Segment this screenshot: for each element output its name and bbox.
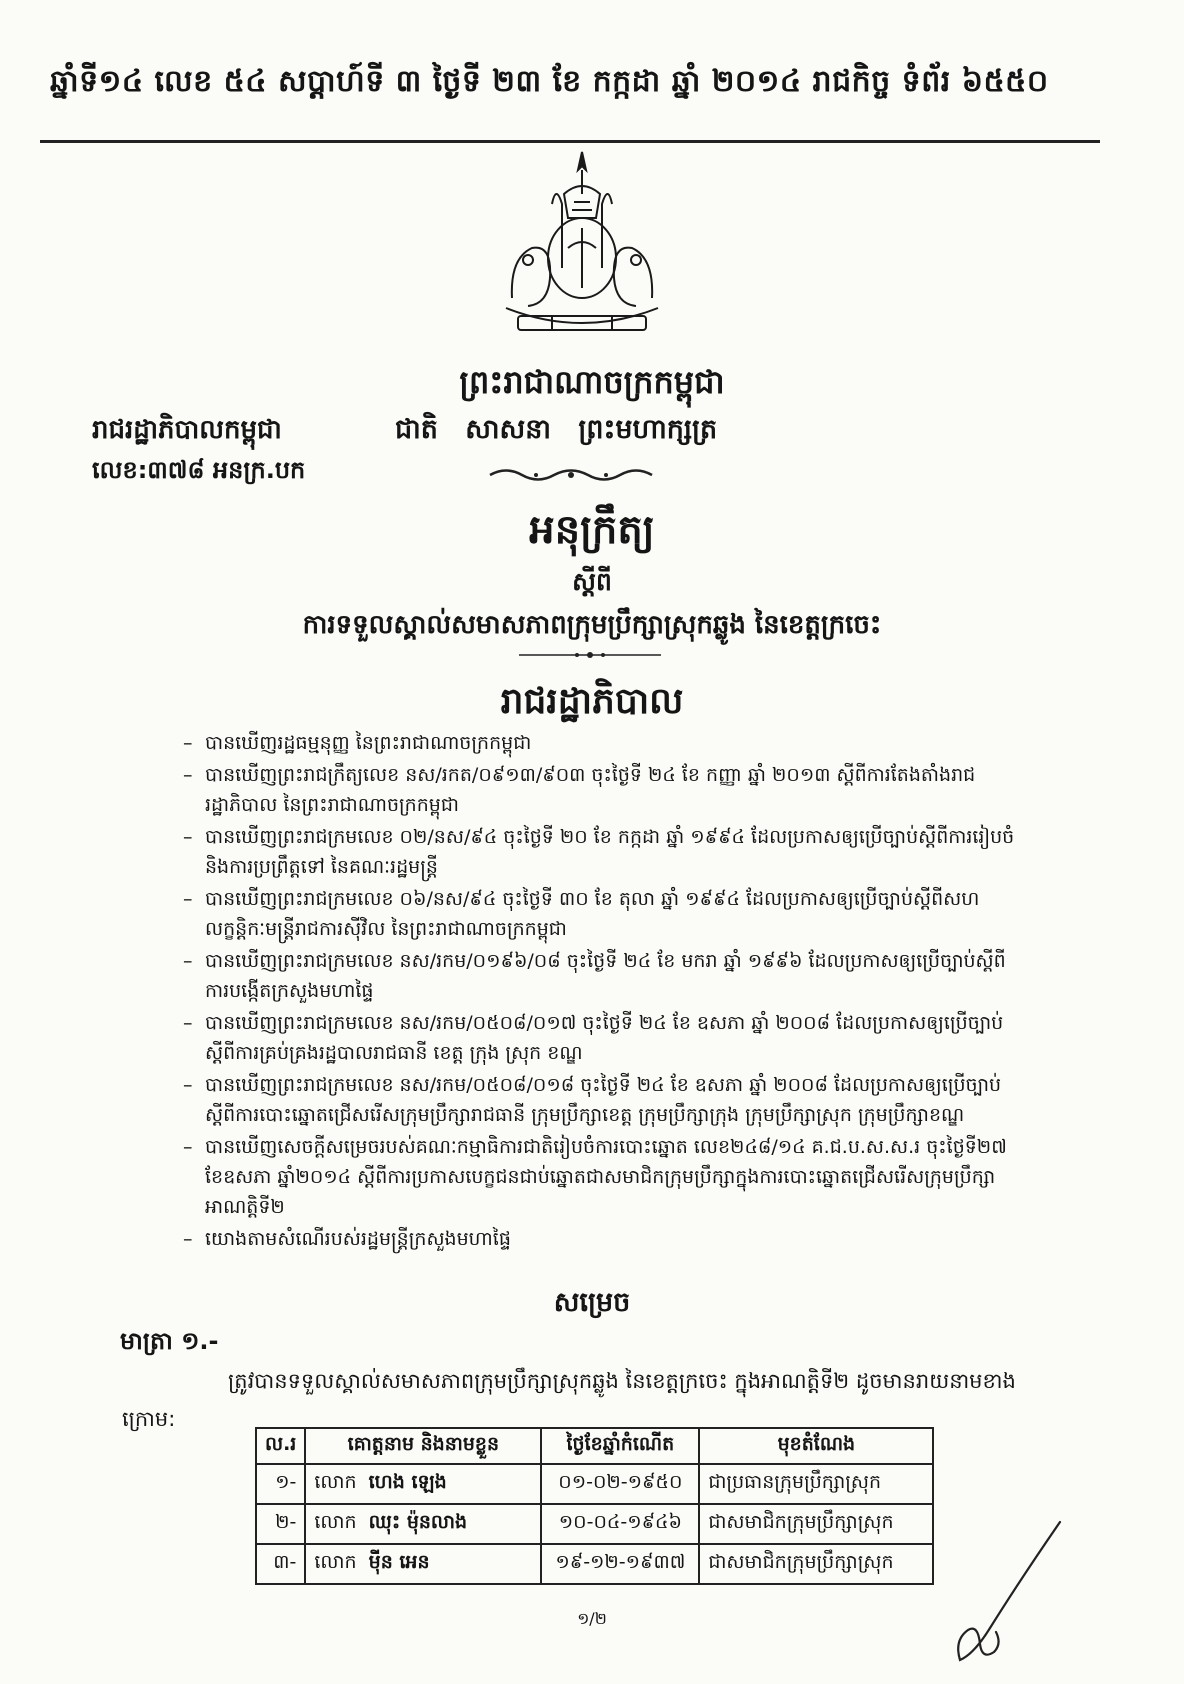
member-title: លោក — [314, 1471, 357, 1493]
recital-item: – បានឃើញព្រះរាជក្រមលេខ នស/រកម/០១៩៦/០៨ ចុះថ្ងៃទី ២៤ ខែ មករា ឆ្នាំ ១៩៩៦ ដែលប្រកាសឲ្យប្រើច្បាប់ស្ដីពីការបង្កើតក្រសួងមហាផ្ទៃ — [205, 946, 1025, 1006]
council-members-table — [255, 1427, 934, 1585]
recital-item: – បានឃើញព្រះរាជក្រឹត្យលេខ នស/រកត/០៩១៣/៩០៣ ចុះថ្ងៃទី ២៤ ខែ កញ្ញា ឆ្នាំ ២០១៣ ស្ដីពីការតែងតាំងរាជរដ្ឋាភិបាល នៃព្រះរាជាណាចក្រកម្ពុជា — [205, 760, 1025, 820]
handwritten-signature — [950, 1520, 1070, 1680]
dash-marker: – — [183, 826, 193, 848]
recital-item: – បានឃើញសេចក្ដីសម្រេចរបស់គណៈកម្មាធិការជាតិរៀបចំការបោះឆ្នោត លេខ២៤៨/១៤ គ.ជ.ប.ស.ស.រ ចុះថ្ងៃទី២៧ ខែឧសភា ឆ្នាំ២០១៤ ស្ដីពីការប្រកាសបេក្ខជនជាប់ឆ្នោតជាសមាជិកក្រុមប្រឹក្សាក្នុងការបោះឆ្នោតជ្រើសរើសក្រុមប្រឹក្សា អាណត្តិទី២ — [205, 1132, 1025, 1222]
title-divider — [517, 648, 663, 662]
recital-item: – បានឃើញព្រះរាជក្រមលេខ នស/រកម/០៥០៨/០១៧ ចុះថ្ងៃទី ២៤ ខែ ឧសភា ឆ្នាំ ២០០៨ ដែលប្រកាសឲ្យប្រើច្បាប់ស្ដីពីការគ្រប់គ្រងរដ្ឋបាលរាជធានី ខេត្ត ក្រុង ស្រុក ខណ្ឌ — [205, 1008, 1025, 1068]
member-position: ជាសមាជិកក្រុមប្រឹក្សាស្រុក — [699, 1504, 933, 1544]
dash-marker: – — [183, 1136, 193, 1158]
government-name: រាជរដ្ឋាភិបាលកម្ពុជា — [92, 415, 282, 445]
recital-item: – បានឃើញព្រះរាជក្រមលេខ ០២/នស/៩៤ ចុះថ្ងៃទី ២០ ខែ កក្កដា ឆ្នាំ ១៩៩៤ ដែលប្រកាសឲ្យប្រើច្បាប់ស្ដីពីការរៀបចំ និងការប្រព្រឹត្តទៅ នៃគណៈរដ្ឋមន្ត្រី — [205, 822, 1025, 882]
row-number: ៣- — [256, 1544, 305, 1584]
ornament-divider — [486, 464, 656, 486]
about-label: ស្ដីពី — [572, 567, 612, 596]
gazette-header: ឆ្នាំទី១៤ លេខ ៥៤ សប្ដាហ៍ទី ៣ ថ្ងៃទី ២៣ ខែ កក្កដា ឆ្នាំ ២០១៤ រាជកិច្ច ទំព័រ ៦៥៥០ — [50, 64, 1049, 99]
recital-item: – យោងតាមសំណើរបស់រដ្ឋមន្ត្រីក្រសួងមហាផ្ទៃ — [205, 1224, 1025, 1254]
royal-coat-of-arms-emblem — [492, 148, 672, 340]
recital-item: – បានឃើញព្រះរាជក្រមលេខ នស/រកម/០៥០៨/០១៨ ចុះថ្ងៃទី ២៤ ខែ ឧសភា ឆ្នាំ ២០០៨ ដែលប្រកាសឲ្យប្រើច្បាប់ស្ដីពីការបោះឆ្នោតជ្រើសរើសក្រុមប្រឹក្សារាជធានី ក្រុមប្រឹក្សាខេត្ត ក្រុមប្រឹក្សាក្រុង ក្រុមប្រឹក្សាស្រុក ក្រុមប្រឹក្សាខណ្ឌ — [205, 1070, 1025, 1130]
member-name: ឈុះ ម៉ុនលាង — [368, 1511, 468, 1533]
national-motto: ជាតិ សាសនា ព្រះមហាក្សត្រ — [395, 414, 718, 445]
member-title: លោក — [314, 1551, 357, 1573]
recitals-list — [183, 728, 1025, 1256]
decision-heading: សម្រេច — [553, 1287, 631, 1318]
page-number: ១/២ — [577, 1609, 607, 1628]
member-name-cell — [305, 1464, 541, 1504]
reference-number: លេខ:៣៧៨ អនក្រ.បក — [92, 456, 306, 484]
issuer-heading: រាជរដ្ឋាភិបាល — [500, 681, 684, 722]
member-name: ម៉ីន អេន — [368, 1551, 430, 1573]
article-heading: មាត្រា ១.- — [120, 1327, 219, 1355]
dash-marker: – — [183, 1228, 193, 1250]
member-title: លោក — [314, 1511, 357, 1533]
table-row — [256, 1544, 933, 1584]
document-subject: ការទទួលស្គាល់សមាសភាពក្រុមប្រឹក្សាស្រុកឆ្លូង នៃខេត្តក្រចេះ — [302, 610, 882, 640]
dash-marker: – — [183, 732, 193, 754]
member-name-cell — [305, 1504, 541, 1544]
member-birthdate: ០១-០២-១៩៥០ — [541, 1464, 699, 1504]
dash-marker: – — [183, 1074, 193, 1096]
header-rule — [40, 140, 1100, 143]
recital-item: – បានឃើញរដ្ឋធម្មនុញ្ញ នៃព្រះរាជាណាចក្រកម្ពុជា — [205, 728, 1025, 758]
member-name: ហេង ឡេង — [368, 1471, 447, 1493]
recital-item: – បានឃើញព្រះរាជក្រមលេខ ០៦/នស/៩៤ ចុះថ្ងៃទី ៣០ ខែ តុលា ឆ្នាំ ១៩៩៤ ដែលប្រកាសឲ្យប្រើច្បាប់ស្ដីពីសហលក្ខន្តិកៈមន្ត្រីរាជការស៊ីវិល នៃព្រះរាជាណាចក្រកម្ពុជា — [205, 884, 1025, 944]
header-number: ល.រ — [256, 1428, 305, 1464]
dash-marker: – — [183, 888, 193, 910]
table-header-row — [256, 1428, 933, 1464]
document-title: អនុក្រឹត្យ — [529, 507, 655, 553]
row-number: ១- — [256, 1464, 305, 1504]
header-position: មុខតំណែង — [699, 1428, 933, 1464]
dash-marker: – — [183, 764, 193, 786]
dash-marker: – — [183, 1012, 193, 1034]
header-name: គោត្តនាម និងនាមខ្លួន — [305, 1428, 541, 1464]
member-position: ជាសមាជិកក្រុមប្រឹក្សាស្រុក — [699, 1544, 933, 1584]
member-position: ជាប្រធានក្រុមប្រឹក្សាស្រុក — [699, 1464, 933, 1504]
member-birthdate: ១០-០៤-១៩៤៦ — [541, 1504, 699, 1544]
table-row — [256, 1504, 933, 1544]
kingdom-title: ព្រះរាជាណាចក្រកម្ពុជា — [459, 363, 725, 401]
header-birthdate: ថ្ងៃខែឆ្នាំកំណើត — [541, 1428, 699, 1464]
member-birthdate: ១៩-១២-១៩៣៧ — [541, 1544, 699, 1584]
table-row — [256, 1464, 933, 1504]
member-name-cell — [305, 1544, 541, 1584]
article-body: ត្រូវបានទទួលស្គាល់សមាសភាពក្រុមប្រឹក្សាស្រុកឆ្លូង នៃខេត្តក្រចេះ ក្នុងអាណត្តិទី២ ដូចមានរាយនាមខាងក្រោម: — [122, 1369, 1016, 1431]
dash-marker: – — [183, 950, 193, 972]
row-number: ២- — [256, 1504, 305, 1544]
